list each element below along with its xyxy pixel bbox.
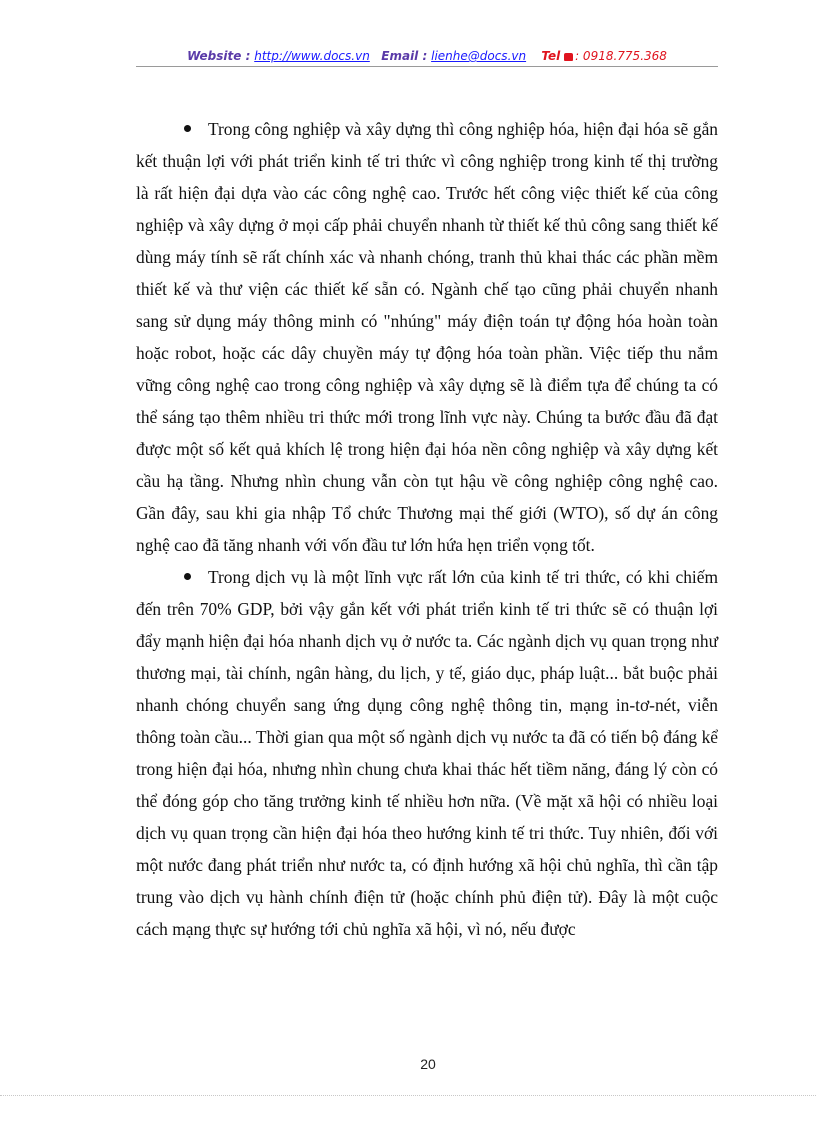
email-link[interactable]: lienhe@docs.vn — [431, 49, 527, 63]
bullet-dot-icon — [184, 573, 191, 580]
footer-divider — [0, 1095, 816, 1096]
document-body — [136, 113, 718, 945]
paragraph-text: Trong dịch vụ là một lĩnh vực rất lớn của kinh tế tri thức, có khi chiếm đến trên 70% GDP, bởi vậy gắn kết với phát triển kinh tế tri thức sẽ có thuận lợi đẩy mạnh hiện đại hóa nhanh dịch vụ ở nước ta. Các ngành dịch vụ quan trọng như thương mại, tài chính, ngân hàng, du lịch, y tế, giáo dục, pháp luật... bắt buộc phải nhanh chóng chuyển sang ứng dụng công nghệ thông tin, mạng in-tơ-nét, viễn thông toàn cầu... Thời gian qua một số ngành dịch vụ nước ta đã có tiến bộ đáng kể trong hiện đại hóa, nhưng nhìn chung chưa khai thác hết tiềm năng, đáng lý còn có thể đóng góp cho tăng trưởng kinh tế nhiều hơn nữa. (Về mặt xã hội có nhiều loại dịch vụ quan trọng cần hiện đại hóa theo hướng kinh tế tri thức. Tuy nhiên, đối với một nước đang phát triển như nước ta, có định hướng xã hội chủ nghĩa, thì cần tập trung vào dịch vụ hành chính điện tử (hoặc chính phủ điện tử). Đây là một cuộc cách mạng thực sự hướng tới chủ nghĩa xã hội, vì nó, nếu được — [136, 567, 718, 939]
tel-label: Tel — [541, 49, 561, 63]
page-header — [136, 48, 718, 66]
telephone-icon — [564, 53, 573, 61]
paragraph-services — [136, 561, 718, 945]
bullet — [184, 113, 208, 145]
paragraph-industry — [136, 113, 718, 561]
phone-number: : 0918.775.368 — [575, 49, 667, 63]
page-number: 20 — [420, 1056, 436, 1072]
bullet-dot-icon — [184, 125, 191, 132]
bullet — [184, 561, 208, 593]
paragraph-text: Trong công nghiệp và xây dựng thì công nghiệp hóa, hiện đại hóa sẽ gắn kết thuận lợi với phát triển kinh tế tri thức vì công nghiệp trong kinh tế thị trường là rất hiện đại dựa vào các công nghệ cao. Trước hết công việc thiết kế của công nghiệp và xây dựng ở mọi cấp phải chuyển nhanh từ thiết kế thủ công sang thiết kế dùng máy tính sẽ rất chính xác và nhanh chóng, tranh thủ khai thác các phần mềm thiết kế và thư viện các thiết kế sẵn có. Ngành chế tạo cũng phải chuyển nhanh sang sử dụng máy thông minh có "nhúng" máy điện toán tự động hóa hoàn toàn hoặc robot, hoặc các dây chuyền máy tự động hóa toàn phần. Việc tiếp thu nắm vững công nghệ cao trong công nghiệp và xây dựng sẽ là điểm tựa để chúng ta có thể sáng tạo thêm nhiều tri thức mới trong lĩnh vực này. Chúng ta bước đầu đã đạt được một số kết quả khích lệ trong hiện đại hóa nền công nghiệp và xây dựng kết cầu hạ tầng. Nhưng nhìn chung vẫn còn tụt hậu về công nghiệp công nghệ cao. Gần đây, sau khi gia nhập Tổ chức Thương mại thế giới (WTO), số dự án công nghệ cao đã tăng nhanh với vốn đầu tư lớn hứa hẹn triển vọng tốt. — [136, 119, 718, 555]
email-label: Email : — [381, 49, 428, 63]
website-link[interactable]: http://www.docs.vn — [254, 49, 370, 63]
website-label: Website : — [187, 49, 251, 63]
header-divider — [136, 66, 718, 67]
